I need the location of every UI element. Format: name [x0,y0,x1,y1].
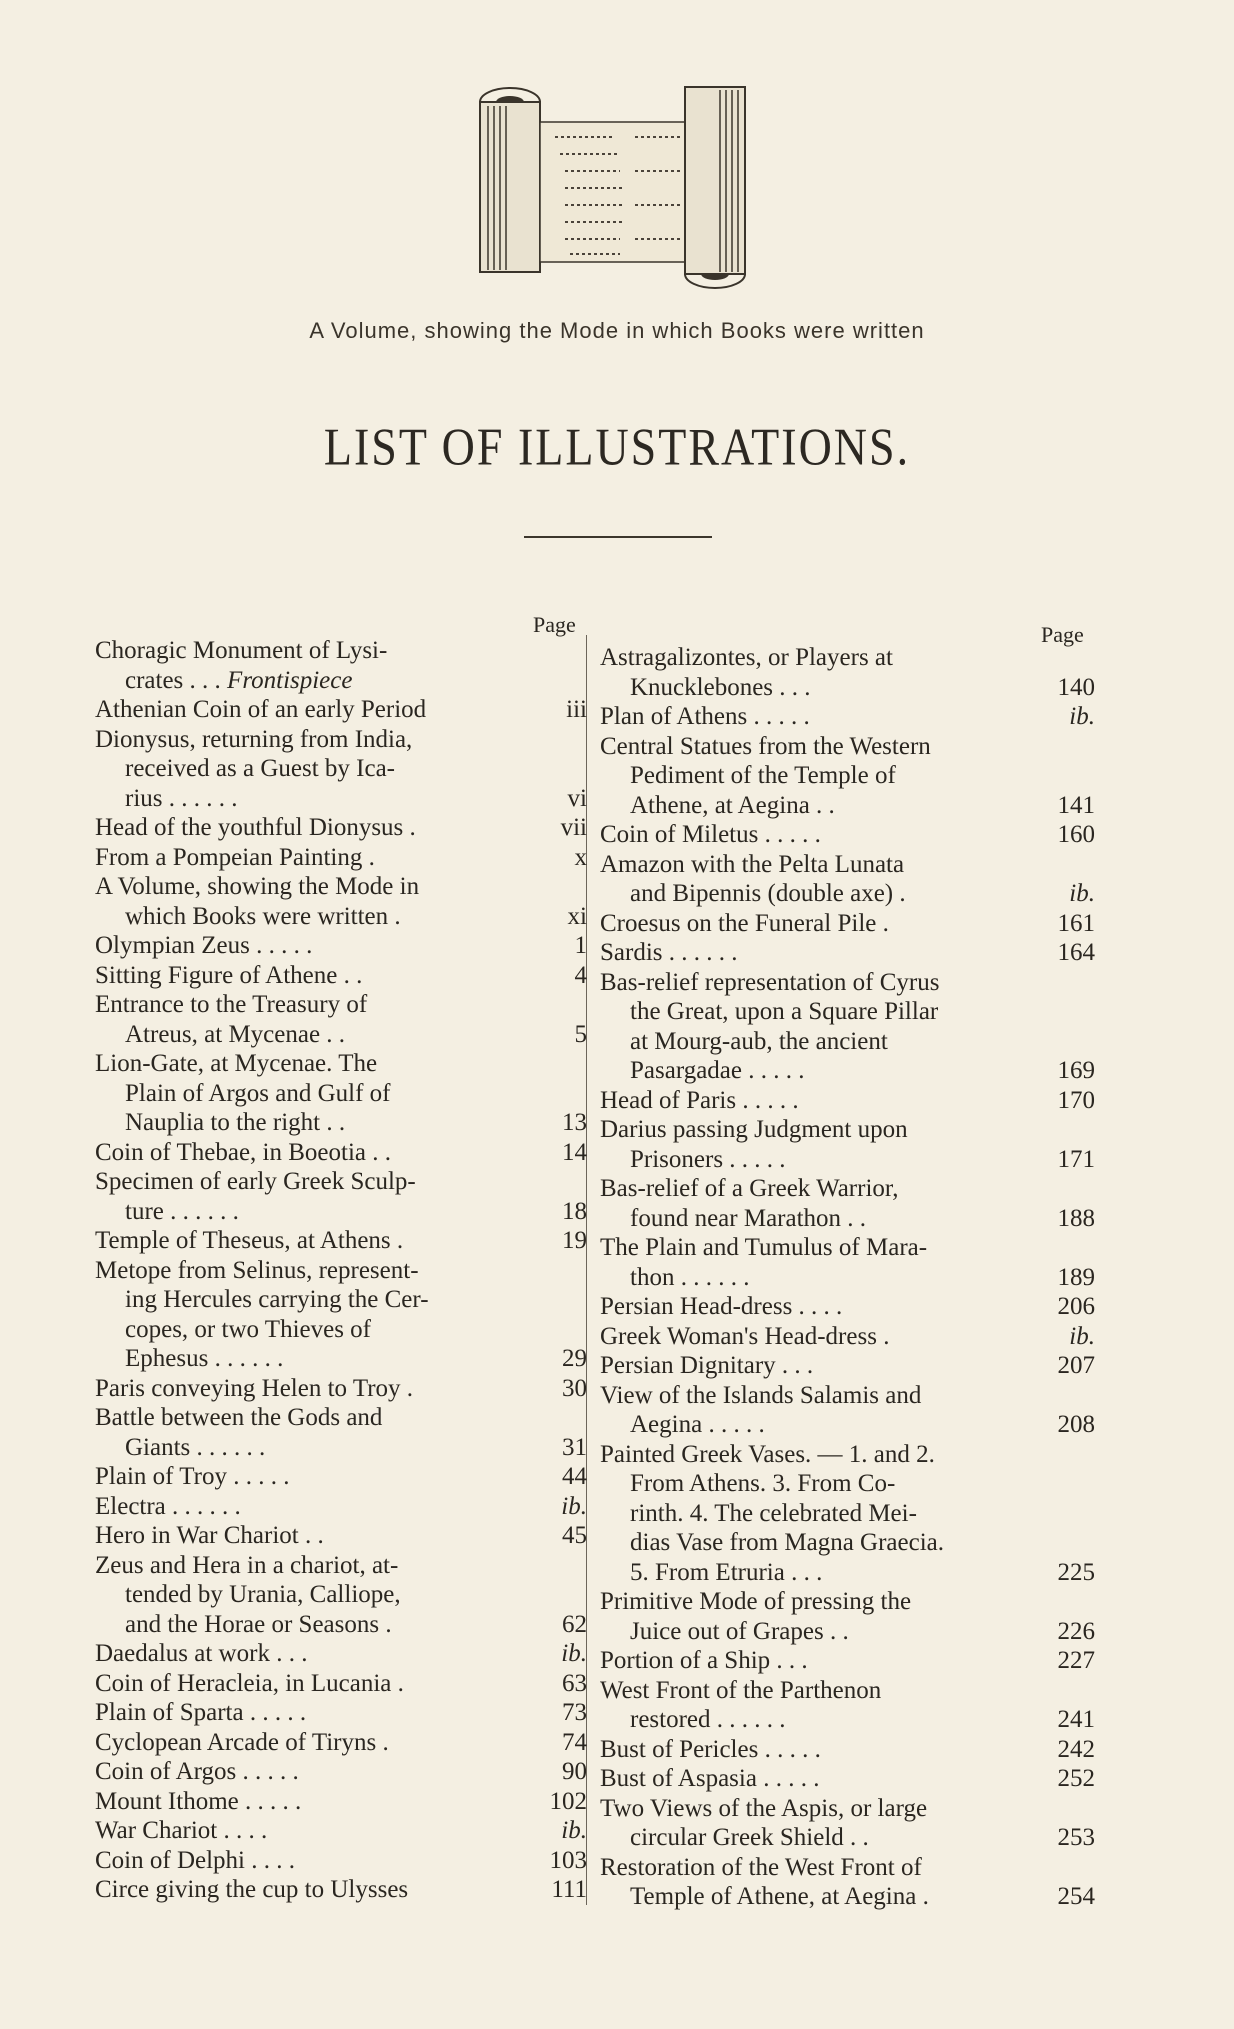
index-entry [95,1669,587,1699]
index-entry [95,1138,587,1168]
index-entry [95,1698,587,1728]
entry-text: Pediment of the Temple of [630,762,896,789]
index-entry [95,1492,587,1522]
entry-page-number: 227 [1057,1647,1095,1674]
entry-text: tended by Urania, Calliope, [125,1581,401,1608]
entry-text: Hero in War Chariot . . [95,1522,324,1549]
entry-text: Specimen of early Greek Sculp- [95,1168,416,1195]
index-entry [600,1794,1095,1853]
entry-text: Greek Woman's Head-dress . [600,1322,890,1350]
index-entry [600,1676,1095,1735]
entry-text: Portion of a Ship . . . [600,1647,808,1674]
vignette-caption: A Volume, showing the Mode in which Books were written [309,318,925,343]
title-rule [524,536,712,538]
index-entry [600,850,1095,909]
entry-text: Croesus on the Funeral Pile . [600,909,889,937]
entry-page-number: 164 [1057,939,1095,966]
entry-text: Lion-Gate, at Mycenae. The [95,1050,378,1077]
entry-page-number: 1 [574,932,587,959]
entry-text: Nauplia to the right . . [125,1109,346,1136]
index-entry [95,1728,587,1758]
entry-page-number: 31 [562,1433,587,1461]
entry-page-number: 226 [1057,1617,1095,1645]
entry-page-number: 111 [551,1876,587,1903]
entry-text: Bust of Aspasia . . . . . [600,1765,820,1792]
entry-page-number: 13 [562,1109,587,1136]
entry-page-number: 254 [1057,1883,1095,1910]
entry-text: West Front of the Parthenon [600,1676,882,1704]
index-entry [600,820,1095,850]
index-entry [95,813,587,843]
entry-text: Persian Dignitary . . . [600,1352,814,1379]
index-entry [600,732,1095,821]
left-column [95,636,587,1905]
index-entry [95,636,587,695]
entry-page-number: 63 [562,1669,587,1697]
entry-text: From a Pompeian Painting . [95,843,375,871]
entry-text: Coin of Argos . . . . . [95,1758,299,1785]
entry-text: Atreus, at Mycenae . . [125,1020,346,1048]
entry-text: Ephesus . . . . . . [125,1345,284,1372]
entry-page-number: vii [560,814,587,841]
index-entry [95,1551,587,1640]
index-entry [600,1764,1095,1794]
entry-text: A Volume, showing the Mode in [95,873,420,900]
scroll-illustration [470,82,750,292]
index-entry [95,990,587,1049]
index-entry [95,961,587,991]
entry-page-number: ib. [1069,1322,1095,1350]
entry-page-number: 252 [1057,1765,1095,1792]
entry-text: Coin of Thebae, in Boeotia . . [95,1138,392,1166]
entry-text: Sitting Figure of Athene . . [95,961,363,989]
entry-text: The Plain and Tumulus of Mara- [600,1234,928,1261]
entry-page-number: 14 [562,1138,587,1166]
entry-text: Head of Paris . . . . . [600,1086,799,1114]
entry-text: Knucklebones . . . [630,673,811,701]
entry-text: Astragalizontes, or Players at [600,644,893,671]
entry-text: Plain of Sparta . . . . . [95,1699,307,1726]
entry-page-number: 73 [562,1699,587,1726]
entry-text: crates . . . Frontispiece [125,666,353,694]
entry-text: Entrance to the Treasury of [95,991,368,1018]
entry-page-number: 225 [1057,1558,1095,1586]
entry-text: Bas-relief representation of Cyrus [600,968,940,996]
entry-text: 5. From Etruria . . . [630,1558,823,1586]
index-entry [600,909,1095,939]
entry-page-number: 30 [562,1374,587,1402]
right-column [600,643,1095,1912]
entry-page-number: 171 [1057,1145,1095,1173]
entry-page-number: 241 [1057,1706,1095,1733]
index-entry [95,695,587,725]
entry-text: Daedalus at work . . . [95,1640,308,1667]
entry-page-number: 5 [574,1020,587,1048]
entry-text: War Chariot . . . . [95,1817,268,1844]
entry-page-number: ib. [561,1640,587,1667]
entry-text: Two Views of the Aspis, or large [600,1794,928,1822]
entry-page-number: 169 [1057,1057,1095,1084]
entry-text: at Mourg-aub, the ancient [630,1027,888,1055]
entry-page-number: ib. [1069,703,1095,730]
entry-page-number: 62 [562,1610,587,1638]
index-entry [95,872,587,931]
entry-page-number: 44 [562,1463,587,1490]
entry-text: Painted Greek Vases. — 1. and 2. [600,1440,935,1468]
index-entry [95,1226,587,1256]
entry-text: Choragic Monument of Lysi- [95,637,388,664]
entry-text: restored . . . . . . [630,1706,786,1733]
index-entry [95,843,587,873]
entry-page-number: 242 [1057,1735,1095,1763]
index-entry [95,1256,587,1374]
index-entry [95,1403,587,1462]
entry-page-number: 103 [549,1846,587,1874]
entry-text: received as a Guest by Ica- [125,755,395,782]
entry-text: Mount Ithome . . . . . [95,1787,302,1815]
index-entry [95,1167,587,1226]
entry-page-number: x [574,843,587,871]
entry-text: View of the Islands Salamis and [600,1381,922,1409]
index-entry [600,1381,1095,1440]
entry-text: Plan of Athens . . . . . [600,703,810,730]
page-title: LIST OF ILLUSTRATIONS. [323,417,911,476]
entry-text: thon . . . . . . [630,1263,750,1291]
index-entry [600,1646,1095,1676]
entry-page-number: 45 [562,1522,587,1549]
entry-text: Pasargadae . . . . . [630,1057,805,1084]
entry-page-number: 207 [1057,1352,1095,1379]
entry-page-number: 19 [562,1227,587,1254]
entry-text: Olympian Zeus . . . . . [95,932,313,959]
index-entry [95,1757,587,1787]
entry-page-number: 188 [1057,1204,1095,1232]
entry-text: the Great, upon a Square Pillar [630,998,939,1025]
entry-text: Coin of Miletus . . . . . [600,821,821,848]
index-entry [600,1735,1095,1765]
index-entry [600,1292,1095,1322]
entry-page-number: 74 [562,1728,587,1756]
entry-page-number: 29 [562,1345,587,1372]
entry-page-number: xi [567,902,587,930]
entry-text: Giants . . . . . . [125,1433,266,1461]
entry-text: Battle between the Gods and [95,1404,383,1431]
index-entry [600,702,1095,732]
entry-page-number: ib. [561,1817,587,1844]
entry-text: Zeus and Hera in a chariot, at- [95,1551,399,1579]
entry-text: Paris conveying Helen to Troy . [95,1374,414,1402]
entry-page-number: iii [566,696,587,723]
index-entry [600,1233,1095,1292]
entry-text: Electra . . . . . . [95,1492,241,1520]
index-entry [95,1521,587,1551]
entry-text: rius . . . . . . [125,784,238,812]
entry-text: Metope from Selinus, represent- [95,1256,419,1284]
entry-text: Plain of Argos and Gulf of [125,1079,391,1107]
entry-text: Prisoners . . . . . [630,1145,786,1173]
index-entry [95,1639,587,1669]
entry-page-number: 102 [549,1787,587,1815]
entry-text: ing Hercules carrying the Cer- [125,1286,429,1313]
entry-text: copes, or two Thieves of [125,1315,372,1343]
index-entry [600,1086,1095,1116]
entry-text: Dionysus, returning from India, [95,725,413,753]
entry-text: Darius passing Judgment upon [600,1116,908,1143]
entry-page-number: vi [567,784,587,812]
entry-text: found near Marathon . . [630,1204,867,1232]
entry-page-number: 206 [1057,1293,1095,1320]
index-entry [600,1174,1095,1233]
entry-text: Bas-relief of a Greek Warrior, [600,1175,899,1202]
entry-page-number: 189 [1057,1263,1095,1291]
entry-text: dias Vase from Magna Graecia. [630,1529,945,1556]
entry-text: Amazon with the Pelta Lunata [600,850,905,878]
entry-page-number: 170 [1057,1086,1095,1114]
index-entry [95,1049,587,1138]
entry-text: Temple of Theseus, at Athens . [95,1227,404,1254]
entry-text: Coin of Delphi . . . . [95,1846,295,1874]
entry-text: which Books were written . [125,902,401,930]
entry-text: Plain of Troy . . . . . [95,1463,290,1490]
entry-page-number: ib. [561,1492,587,1520]
index-entry [95,725,587,814]
index-entry [600,1115,1095,1174]
entry-text: From Athens. 3. From Co- [630,1470,896,1497]
entry-text: rinth. 4. The celebrated Mei- [630,1499,917,1527]
index-entry [600,1853,1095,1912]
right-page-header: Page [1041,622,1084,647]
entry-text: Athene, at Aegina . . [630,791,835,819]
index-entry [600,1587,1095,1646]
entry-page-number: 208 [1057,1411,1095,1438]
entry-page-number: 161 [1057,909,1095,937]
index-entry [95,1462,587,1492]
entry-text: circular Greek Shield . . [630,1824,869,1851]
entry-text: and the Horae or Seasons . [125,1610,392,1638]
entry-page-number: 18 [562,1197,587,1225]
entry-text: Restoration of the West Front of [600,1853,922,1881]
index-entry [600,938,1095,968]
entry-text: Central Statues from the Western [600,732,931,760]
index-entry [600,1440,1095,1588]
index-entry [600,643,1095,702]
index-entry [95,1875,587,1905]
entry-text: Head of the youthful Dionysus . [95,814,416,841]
entry-page-number: 90 [562,1758,587,1785]
entry-text: Athenian Coin of an early Period [95,696,427,723]
entry-text: Cyclopean Arcade of Tiryns . [95,1728,389,1756]
entry-text: and Bipennis (double axe) . [630,880,906,907]
entry-text: Primitive Mode of pressing the [600,1588,912,1615]
index-entry [600,1351,1095,1381]
entry-text: Temple of Athene, at Aegina . [630,1883,929,1910]
entry-text: ture . . . . . . [125,1197,239,1225]
left-page-header: Page [533,612,576,637]
entry-text: Juice out of Grapes . . [630,1617,849,1645]
entry-text: Circe giving the cup to Ulysses [95,1876,409,1903]
index-entry [95,1787,587,1817]
entry-text: Coin of Heracleia, in Lucania . [95,1669,404,1697]
entry-text: Aegina . . . . . [630,1411,765,1438]
entry-text: Sardis . . . . . . [600,939,738,966]
entry-page-number: 160 [1057,821,1095,848]
entry-page-number: ib. [1069,880,1095,907]
entry-page-number: 4 [574,961,587,989]
index-entry [95,1846,587,1876]
index-entry [600,968,1095,1086]
entry-page-number: 253 [1057,1824,1095,1851]
index-entry [95,1816,587,1846]
index-entry [95,1374,587,1404]
entry-page-number: 141 [1057,791,1095,819]
index-entry [600,1322,1095,1352]
entry-text: Bust of Pericles . . . . . [600,1735,821,1763]
entry-text: Persian Head-dress . . . . [600,1293,843,1320]
entry-page-number: 140 [1057,673,1095,701]
index-entry [95,931,587,961]
